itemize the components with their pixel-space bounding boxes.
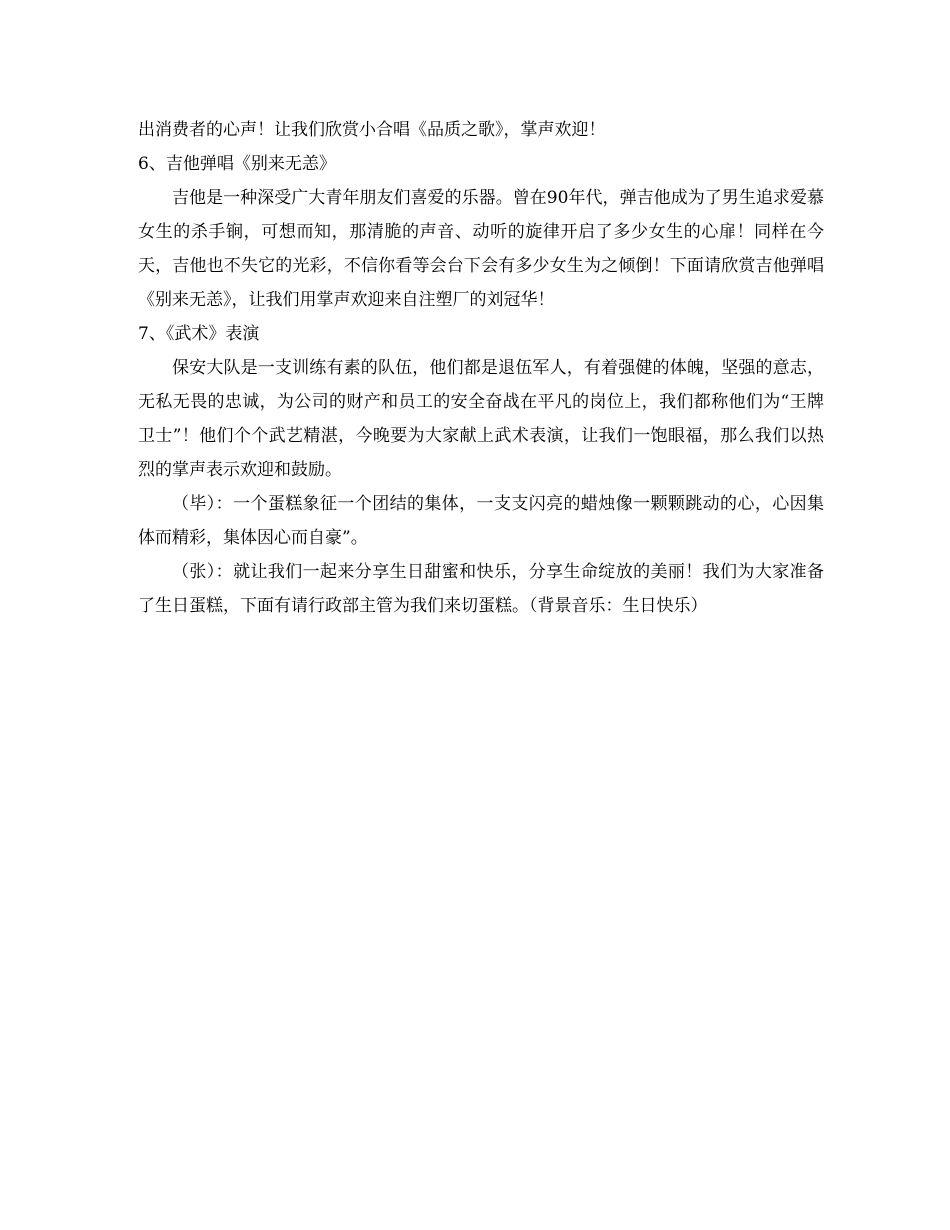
paragraph-host-zhang: （张）：就让我们一起来分享生日甜蜜和快乐，分享生命绽放的美丽！我们为大家准备了生日蛋糕，下面有请行政部主管为我们来切蛋糕。（背景音乐：生日快乐） xyxy=(138,562,824,616)
paragraph-guitar-intro: 吉他是一种深受广大青年朋友们喜爱的乐器。曾在90年代，弹吉他成为了男生追求爱慕女生的杀手锏，可想而知，那清脆的声音、动听的旋律开启了多少女生的心扉！同样在今天，吉他也不失它的光彩，不信你看等会台下会有多少女生为之倾倒！下面请欣赏吉他弹唱《别来无恙》，让我们用掌声欢迎来自注塑厂的刘冠华！ xyxy=(138,188,824,310)
program-item-heading-guitar: 6、吉他弹唱《别来无恙》 xyxy=(138,154,336,174)
paragraph-continuation: 出消费者的心声！让我们欣赏小合唱《品质之歌》，掌声欢迎！ xyxy=(138,120,606,140)
paragraph-host-bi: （毕）：一个蛋糕象征一个团结的集体，一支支闪亮的蜡烛像一颗颗跳动的心，心因集体而精彩，集体因心而自豪”。 xyxy=(138,494,824,548)
paragraph-martial-arts-intro: 保安大队是一支训练有素的队伍，他们都是退伍军人，有着强健的体魄，坚强的意志，无私无畏的忠诚，为公司的财产和员工的安全奋战在平凡的岗位上，我们都称他们为“王牌卫士”！他们个个武艺精湛，今晚要为大家献上武术表演，让我们一饱眼福，那么我们以热烈的掌声表示欢迎和鼓励。 xyxy=(138,358,824,480)
document-body xyxy=(138,113,824,623)
program-item-heading-martial-arts: 7、《武术》表演 xyxy=(138,324,260,344)
